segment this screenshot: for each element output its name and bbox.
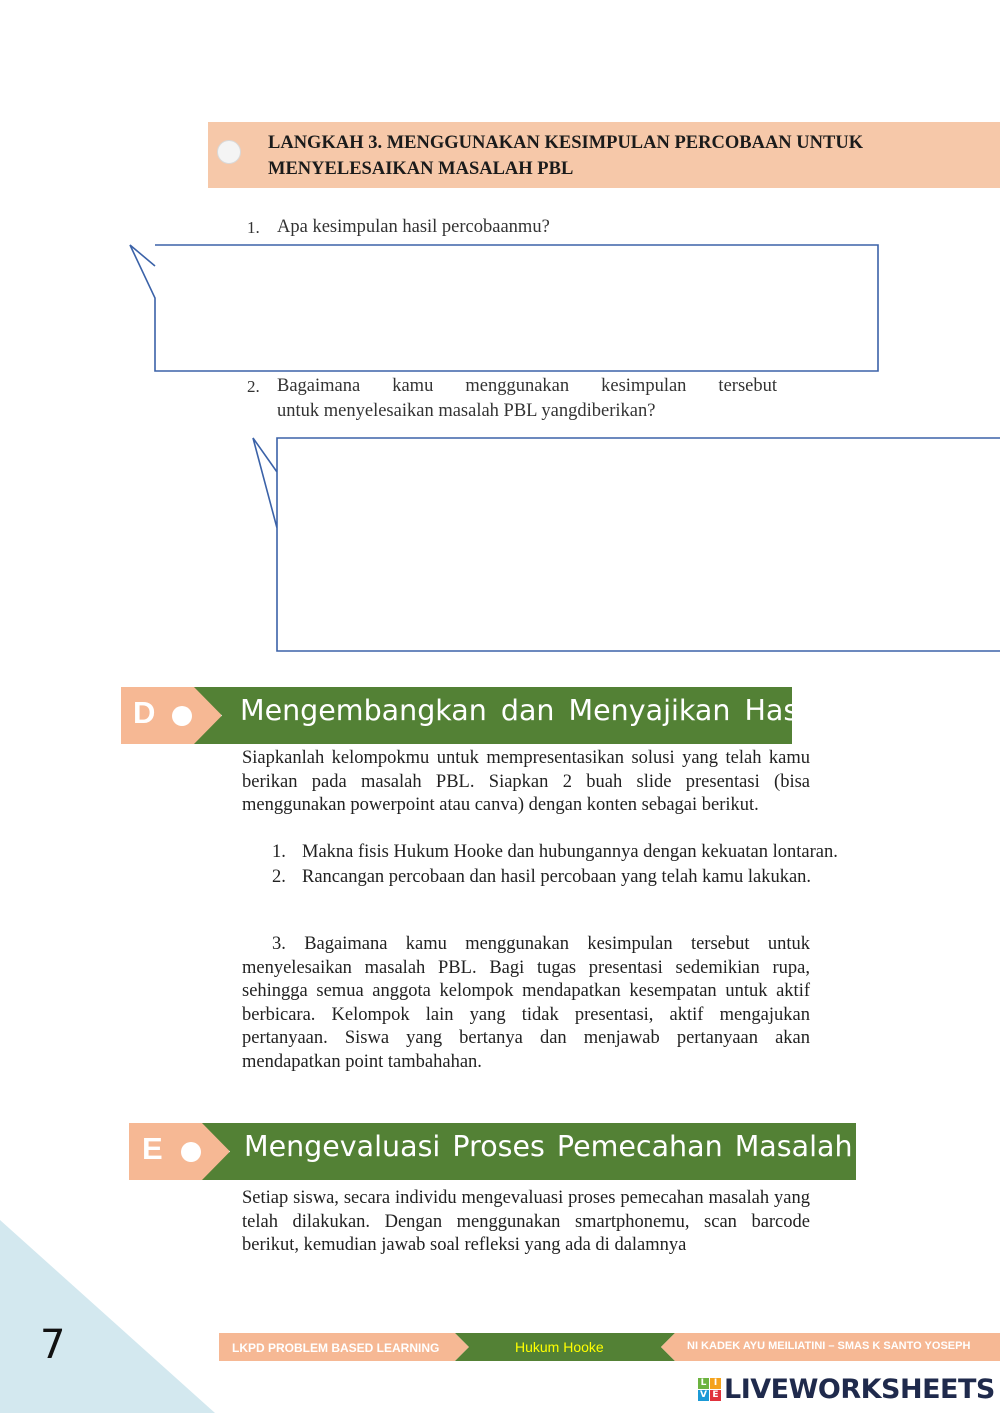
section-d-list [272,842,878,888]
footer-right: NI KADEK AYU MEILIATINI – SMAS K SANTO YOSEPH [687,1340,971,1352]
corner-decoration [0,1220,215,1413]
list-item-number: 1. [272,842,286,862]
section-d-intro [242,747,810,818]
question-1-text: Apa kesimpulan hasil percobaanmu? [277,217,550,237]
section-d-title: Mengembangkan dan Menyajikan Hasil [240,694,815,727]
circle-icon [181,1142,201,1162]
logo-letter: E [710,1390,721,1401]
liveworksheets-logo-icon [698,1378,721,1401]
footer-center: Hukum Hooke [515,1339,604,1355]
step3-title-line1: LANGKAH 3. MENGGUNAKAN KESIMPULAN PERCOBAAN UNTUK [268,133,864,153]
footer-left: LKPD PROBLEM BASED LEARNING [232,1341,440,1355]
section-e-letter: E [142,1131,163,1166]
circle-icon [172,706,192,726]
logo-letter: V [698,1390,709,1401]
section-e-title: Mengevaluasi Proses Pemecahan Masalah [244,1130,853,1163]
answer-input-2[interactable] [284,446,998,648]
section-d-item3 [242,933,810,1075]
step3-title-line2: MENYELESAIKAN MASALAH PBL [268,159,574,179]
liveworksheets-logo[interactable] [698,1374,995,1405]
list-item [272,842,878,863]
section-e-text: Setiap siswa, secara individu mengevaluasi proses pemecahan masalah yang telah dilakukan. Dengan menggunakan smartphonemu, scan barcode berikut, kemudian jawab soal refleksi yang ada di dalamnya [242,1188,810,1256]
section-e-text-block [242,1187,810,1258]
list-item-text: Rancangan percobaan dan hasil percobaan yang telah kamu lakukan. [302,867,812,887]
answer-input-1[interactable] [160,250,876,370]
logo-letter: L [698,1378,709,1389]
liveworksheets-logo-text: LIVEWORKSHEETS [724,1374,995,1405]
page-number: 7 [40,1322,66,1368]
question-1-number: 1. [247,218,260,237]
list-item-number: 2. [272,867,286,887]
list-item-text: Makna fisis Hukum Hooke dan hubungannya dengan kekuatan lontaran. [302,842,838,862]
list-item [272,867,878,888]
circle-icon [217,140,241,164]
step3-title [268,130,968,182]
item3-number: 3. [272,934,286,954]
question-2-line2: untuk menyelesaikan masalah PBL yangdiberikan? [277,401,656,421]
section-d-intro-text: Siapkanlah kelompokmu untuk mempresentasikan solusi yang telah kamu berikan pada masalah PBL. Siapkan 2 buah slide presentasi (bisa menggunakan powerpoint atau canva) dengan konten sebagai berikut. [242,748,810,816]
question-2-number: 2. [247,377,260,396]
logo-letter: I [710,1378,721,1389]
item3-text: Bagaimana kamu menggunakan kesimpulan tersebut untuk menyelesaikan masalah PBL. Bagi tugas presentasi sedemikian rupa, sehingga semua anggota kelompok mendapatkan kesempatan untuk aktif berbicara. Kelompok lain yang tidak presentasi, aktif mengajukan pertanyaan. Siswa yang bertanya dan menjawab pertanyaan akan mendapatkan point tambahahan. [242,934,810,1072]
section-d-letter: D [133,695,156,730]
question-2-line1: Bagaimana kamu menggunakan kesimpulan tersebut [277,376,777,396]
